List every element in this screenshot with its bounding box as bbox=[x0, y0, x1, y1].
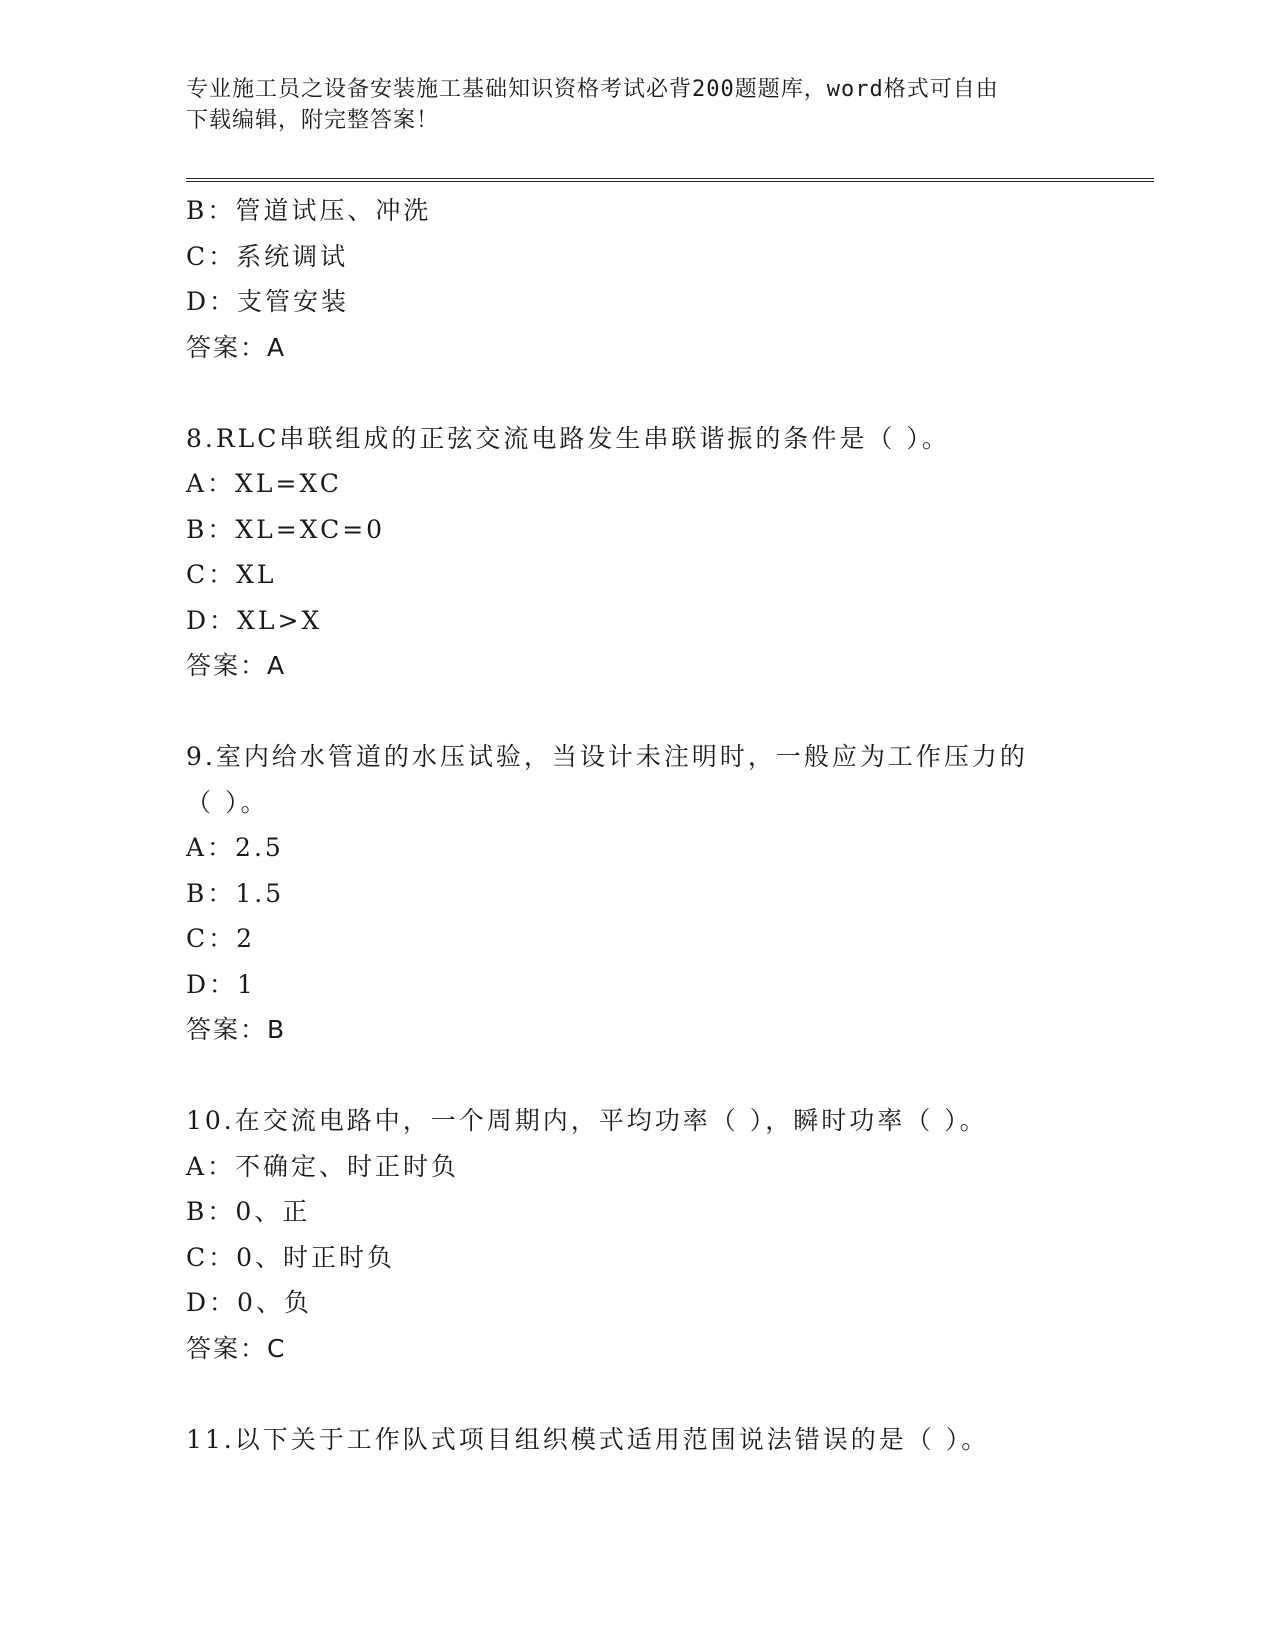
option-d: D：XL>X bbox=[186, 605, 323, 635]
answer: 答案：A bbox=[186, 651, 287, 680]
option-d: D：0、负 bbox=[186, 1288, 312, 1317]
question-text: 8.RLC串联组成的正弦交流电路发生串联谐振的条件是（ ）。 bbox=[186, 423, 950, 453]
header-divider bbox=[186, 178, 1154, 182]
document-header bbox=[186, 74, 1086, 136]
option-c: C：0、时正时负 bbox=[186, 1242, 396, 1272]
question-block-9 bbox=[186, 734, 1156, 1053]
option-a: A：不确定、时正时负 bbox=[186, 1151, 460, 1181]
answer: 答案：B bbox=[186, 1015, 287, 1044]
spacer bbox=[186, 1371, 1156, 1417]
spacer bbox=[186, 370, 1156, 416]
question-text: 11.以下关于工作队式项目组织模式适用范围说法错误的是（ ）。 bbox=[186, 1424, 990, 1454]
question-text: 10.在交流电路中，一个周期内，平均功率（ ），瞬时功率（ ）。 bbox=[186, 1106, 988, 1135]
spacer bbox=[186, 1053, 1156, 1099]
option-b: B：0、正 bbox=[186, 1197, 311, 1226]
option-a: A：XL=XC bbox=[186, 469, 342, 498]
option-c: C：系统调试 bbox=[186, 241, 349, 271]
header-line-1: 专业施工员之设备安装施工基础知识资格考试必背200题题库，word格式可自由 bbox=[186, 77, 999, 102]
option-d: D：支管安装 bbox=[186, 287, 350, 316]
option-b: B：1.5 bbox=[186, 878, 285, 908]
option-c: C：XL bbox=[186, 560, 277, 589]
option-b: B：XL=XC=0 bbox=[186, 514, 386, 544]
question-block-8 bbox=[186, 416, 1156, 689]
question-block-10 bbox=[186, 1098, 1156, 1371]
option-b: B：管道试压、冲洗 bbox=[186, 196, 432, 225]
question-text-line-2: （ ）。 bbox=[186, 787, 269, 817]
question-list bbox=[186, 188, 1156, 1462]
answer: 答案：A bbox=[186, 332, 287, 362]
option-a: A：2.5 bbox=[186, 833, 284, 862]
spacer bbox=[186, 689, 1156, 735]
question-block-11 bbox=[186, 1417, 1156, 1463]
option-c: C：2 bbox=[186, 924, 256, 953]
header-line-2: 下载编辑，附完整答案！ bbox=[186, 108, 440, 133]
option-d: D：1 bbox=[186, 969, 256, 999]
question-block-7 bbox=[186, 188, 1156, 370]
answer: 答案：C bbox=[186, 1333, 287, 1363]
question-text-line-1: 9.室内给水管道的水压试验，当设计未注明时，一般应为工作压力的 bbox=[186, 742, 1028, 771]
